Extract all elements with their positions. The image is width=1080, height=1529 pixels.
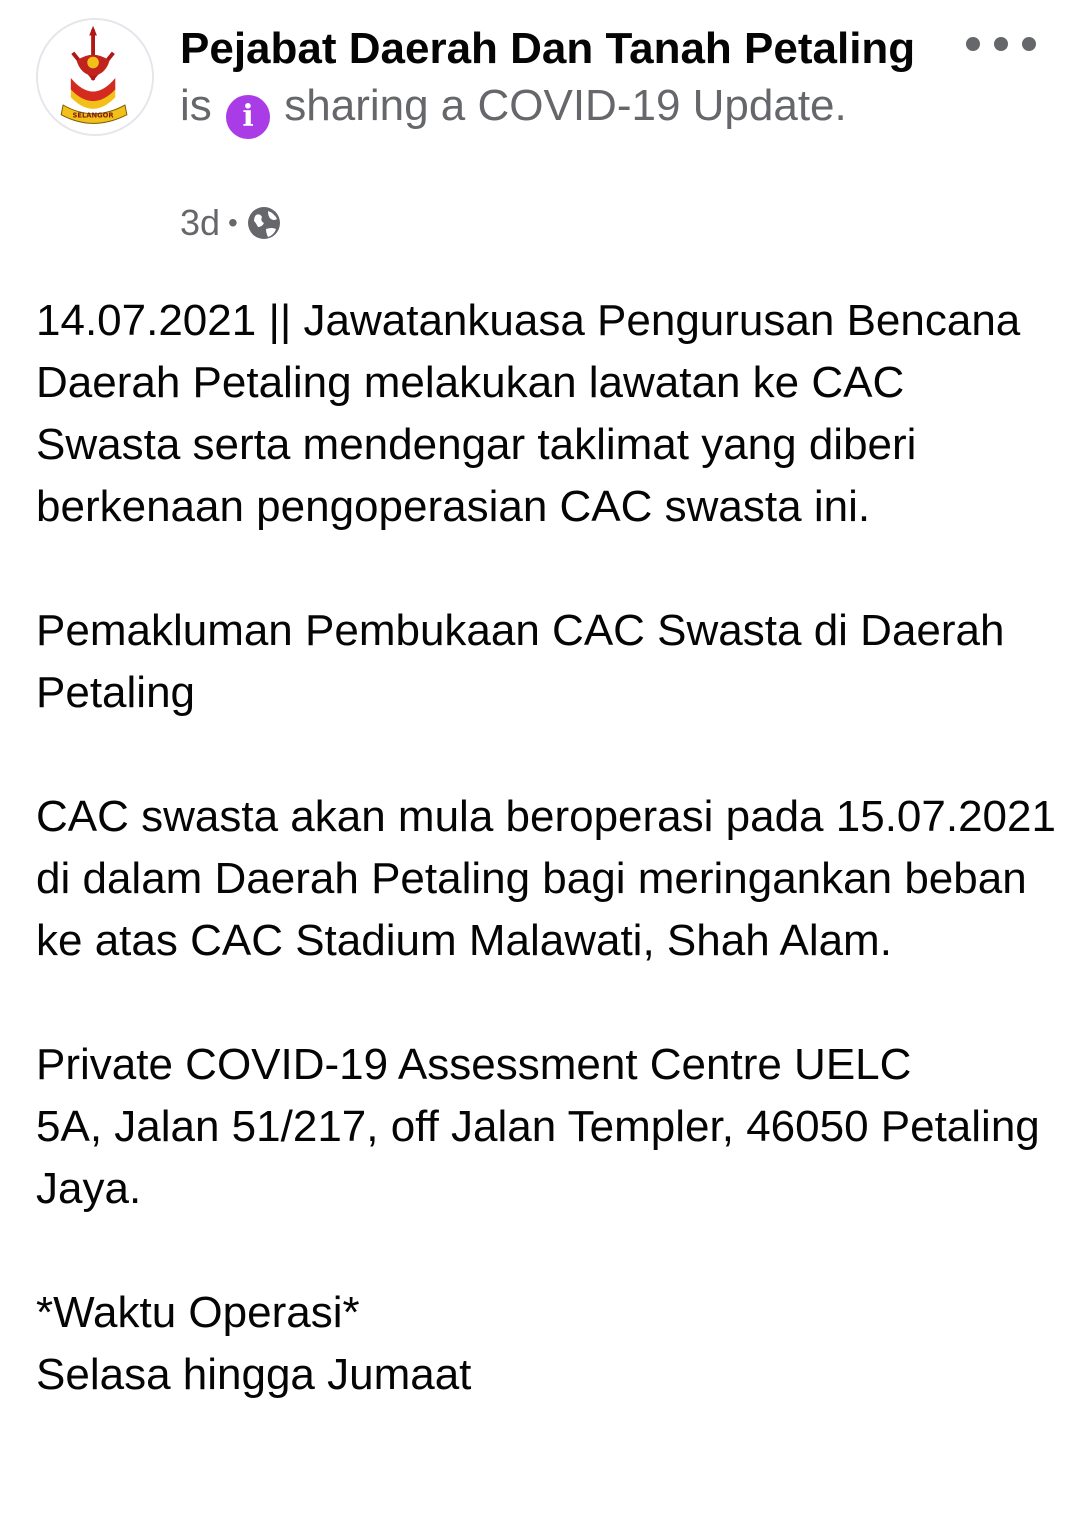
post-paragraph-4 (36, 1034, 1056, 1220)
selangor-crest-icon (38, 20, 152, 134)
post-header-text (180, 20, 940, 139)
hours-heading: *Waktu Operasi* (36, 1288, 360, 1337)
more-options-button[interactable] (966, 26, 1036, 62)
more-dot-icon (994, 37, 1008, 51)
status-is: is (180, 81, 212, 130)
info-icon[interactable]: i (226, 95, 270, 139)
more-dot-icon (966, 37, 980, 51)
post-paragraph-4-line-2: 5A, Jalan 51/217, off Jalan Templer, 46050 Petaling Jaya. (36, 1102, 1040, 1213)
globe-icon (246, 205, 282, 241)
meta-separator: • (228, 207, 238, 238)
crest-banner-text: SELANGOR (72, 111, 114, 120)
post-timestamp[interactable]: 3d (180, 202, 221, 243)
page-name-link[interactable]: Pejabat Daerah Dan Tanah Petaling (180, 24, 916, 73)
page-avatar[interactable] (36, 18, 154, 136)
post-paragraph-4-line-1: Private COVID-19 Assessment Centre UELC (36, 1040, 912, 1089)
post-meta (180, 200, 282, 246)
post-body (36, 290, 1056, 1406)
post-header (0, 0, 1080, 270)
more-dot-icon (1022, 37, 1036, 51)
hours-days: Selasa hingga Jumaat (36, 1350, 472, 1399)
status-text: sharing a COVID-19 Update. (284, 81, 847, 130)
post-paragraph-2: Pemakluman Pembukaan CAC Swasta di Daerah Petaling (36, 606, 1005, 717)
post-paragraph-1: 14.07.2021 || Jawatankuasa Pengurusan Bencana Daerah Petaling melakukan lawatan ke CAC Swasta serta mendengar taklimat yang diberi berkenaan pengoperasian CAC swasta ini. (36, 296, 1021, 531)
post-paragraph-3: CAC swasta akan mula beroperasi pada 15.07.2021 di dalam Daerah Petaling bagi meringankan beban ke atas CAC Stadium Malawati, Shah Alam. (36, 792, 1056, 965)
